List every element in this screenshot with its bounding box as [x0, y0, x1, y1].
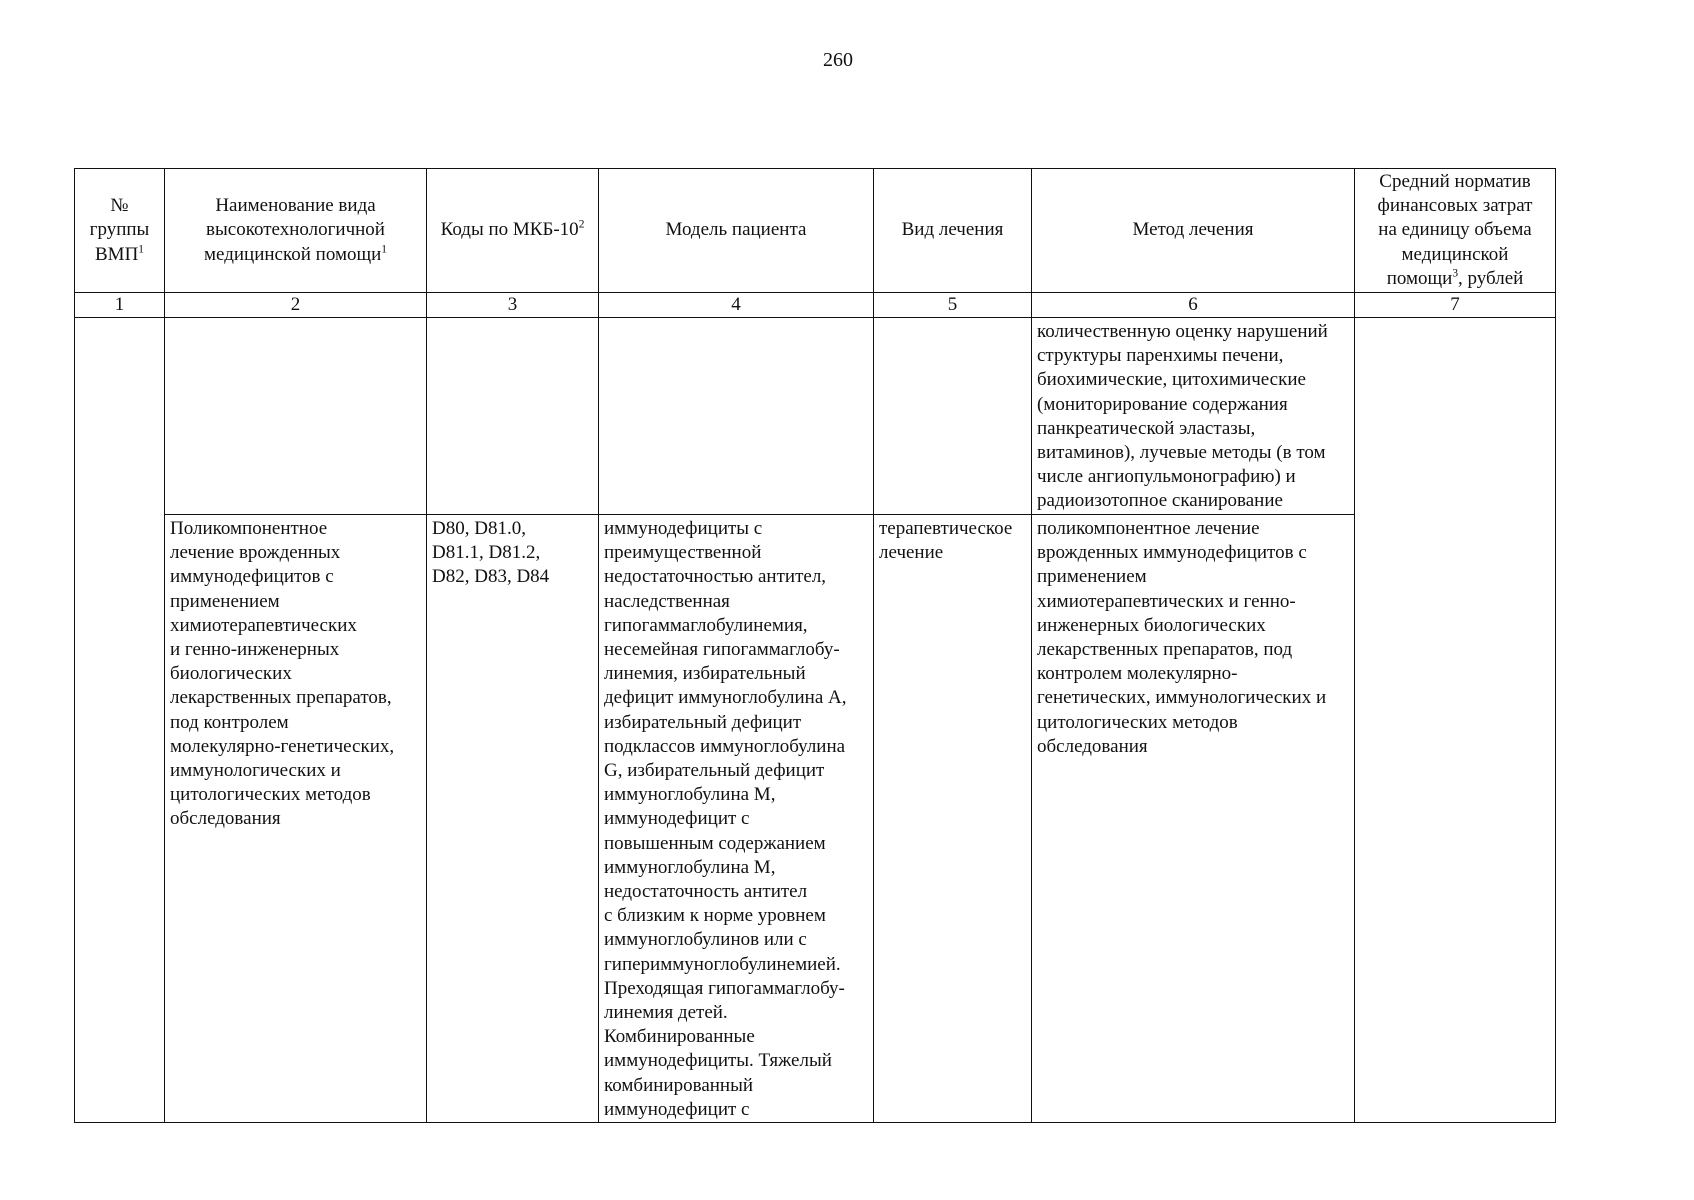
text-line: поликомпонентное лечение [1037, 518, 1260, 539]
column-number-row [75, 293, 1556, 318]
text-line: радиоизотопное сканирование [1037, 490, 1283, 512]
text-line: инженерных биологических [1037, 614, 1266, 636]
text-line: группы [89, 219, 150, 241]
text-line: наследственная [604, 590, 730, 612]
header-care-type-name [165, 169, 427, 293]
header-icd-codes [427, 169, 599, 293]
footnote-marker: 3 [1452, 267, 1459, 280]
line-text: ВМП [95, 243, 139, 265]
text-line [1355, 267, 1555, 291]
text-line: контролем молекулярно- [1037, 663, 1238, 685]
header-row [75, 169, 1556, 293]
text-line: лекарственных препаратов, [170, 687, 392, 709]
text-line: лечение [879, 542, 944, 564]
header-patient-model [599, 169, 874, 293]
header-treatment-type [874, 169, 1032, 293]
text-line: применением [1037, 566, 1147, 588]
text-line: Комбинированные [604, 1026, 755, 1048]
text-line: под контролем [170, 711, 289, 733]
text-line: № [110, 195, 129, 217]
text-line: химиотерапевтических [170, 614, 357, 636]
text-line: иммунодефициты. Тяжелый [604, 1050, 832, 1072]
text-line: Метод лечения [1132, 219, 1254, 241]
text-line: иммунодефицитов с [170, 566, 334, 588]
footnote-marker: 1 [138, 243, 144, 256]
text-line: структуры паренхимы печени, [1037, 345, 1284, 367]
column-number: 5 [874, 293, 1032, 318]
text-line: обследования [170, 808, 281, 830]
cell-icd-codes [427, 318, 599, 515]
table-row [75, 318, 1556, 515]
text-line: иммунодефицит с [604, 1098, 750, 1120]
text-line: повышенным содержанием [604, 832, 826, 854]
text-line: высокотехнологичной [206, 219, 385, 241]
text-line: генетических, иммунологических и [1037, 687, 1327, 709]
column-number: 6 [1032, 293, 1355, 318]
text-line: биохимические, цитохимические [1037, 369, 1306, 391]
text-line: линемия детей. [604, 1002, 728, 1024]
footnote-marker: 1 [381, 243, 387, 256]
text-line: химиотерапевтических и генно- [1037, 590, 1296, 612]
text-line: иммунологических и [170, 760, 341, 782]
table-row [75, 515, 1556, 1123]
cell-group-number [75, 318, 165, 1123]
text-line: лекарственных препаратов, под [1037, 639, 1293, 661]
cell-treatment-type [874, 318, 1032, 515]
text-line [427, 218, 598, 242]
text-line: Вид лечения [901, 219, 1004, 241]
text-line: Модель пациента [665, 219, 807, 241]
line-text: медицинской помощи [204, 243, 382, 265]
cell-patient-model [599, 318, 874, 515]
text-line: иммунодефициты с [604, 518, 763, 539]
page-number: 260 [823, 49, 853, 71]
text-line: иммуноглобулинов или с [604, 929, 807, 951]
text-line [165, 243, 426, 267]
text-line: лечение врожденных [170, 542, 341, 564]
text-line: D80, D81.0, [432, 518, 526, 539]
text-line: дефицит иммуноглобулина А, [604, 687, 847, 709]
text-line: молекулярно-генетических, [170, 735, 395, 757]
text-line: цитологических методов [170, 784, 371, 806]
cell-patient-model [599, 515, 874, 1123]
text-line: Средний норматив [1379, 170, 1531, 192]
line-text: помощи [1386, 267, 1453, 289]
header-group-number [75, 169, 165, 293]
footnote-marker: 2 [578, 219, 585, 232]
medical-care-table [74, 168, 1556, 1123]
cell-cost-standard [1355, 318, 1556, 1123]
cell-treatment-method [1032, 515, 1355, 1123]
text-line: D82, D83, D84 [432, 566, 550, 588]
text-line: линемия, избирательный [604, 663, 806, 685]
text-line: G, избирательный дефицит [604, 760, 825, 782]
text-line: недостаточность антител [604, 881, 808, 903]
text-line: (мониторирование содержания [1037, 393, 1288, 415]
cell-treatment-type [874, 515, 1032, 1123]
cell-care-type-name [165, 318, 427, 515]
text-line: применением [170, 590, 280, 612]
text-line: иммуноглобулина М, [604, 856, 776, 878]
text-line: преимущественной [604, 542, 762, 564]
text-line: панкреатической эластазы, [1037, 417, 1256, 439]
text-line: иммунодефицит с [604, 808, 750, 830]
text-line [75, 243, 164, 267]
text-line: комбинированный [604, 1074, 754, 1096]
cell-care-type-name [165, 515, 427, 1123]
text-line: с близким к норме уровнем [604, 905, 826, 927]
line-text-after: , рублей [1458, 267, 1524, 289]
text-line: биологических [170, 663, 292, 685]
text-line: подклассов иммуноглобулина [604, 735, 846, 757]
text-line: несемейная гипогаммаглобу- [604, 639, 840, 661]
text-line: Поликомпонентное [170, 518, 328, 539]
header-cost-standard [1355, 169, 1556, 293]
text-line: числе ангиопульмонографию) и [1037, 466, 1296, 488]
text-line: финансовых затрат [1377, 195, 1533, 217]
text-line: недостаточностью антител, [604, 566, 827, 588]
text-line: цитологических методов [1037, 711, 1238, 733]
header-treatment-method [1032, 169, 1355, 293]
column-number: 1 [75, 293, 165, 318]
text-line: врожденных иммунодефицитов с [1037, 542, 1307, 564]
text-line: количественную оценку нарушений [1037, 321, 1328, 342]
text-line: избирательный дефицит [604, 711, 802, 733]
text-line: и генно-инженерных [170, 639, 340, 661]
text-line: терапевтическое [879, 518, 1013, 539]
text-line: D81.1, D81.2, [432, 542, 541, 564]
column-number: 2 [165, 293, 427, 318]
text-line: обследования [1037, 735, 1148, 757]
line-text: Коды по МКБ-10 [440, 219, 579, 241]
text-line: гипогаммаглобулинемия, [604, 614, 808, 636]
column-number: 3 [427, 293, 599, 318]
cell-treatment-method [1032, 318, 1355, 515]
column-number: 4 [599, 293, 874, 318]
text-line: Преходящая гипогаммаглобу- [604, 977, 845, 999]
text-line: витаминов), лучевые методы (в том [1037, 442, 1326, 464]
column-number: 7 [1355, 293, 1556, 318]
text-line: на единицу объема [1378, 219, 1532, 241]
text-line: иммуноглобулина М, [604, 784, 776, 806]
text-line: медицинской [1401, 243, 1509, 265]
text-line: гипериммуноглобулинемией. [604, 953, 841, 975]
text-line: Наименование вида [215, 195, 376, 217]
cell-icd-codes [427, 515, 599, 1123]
